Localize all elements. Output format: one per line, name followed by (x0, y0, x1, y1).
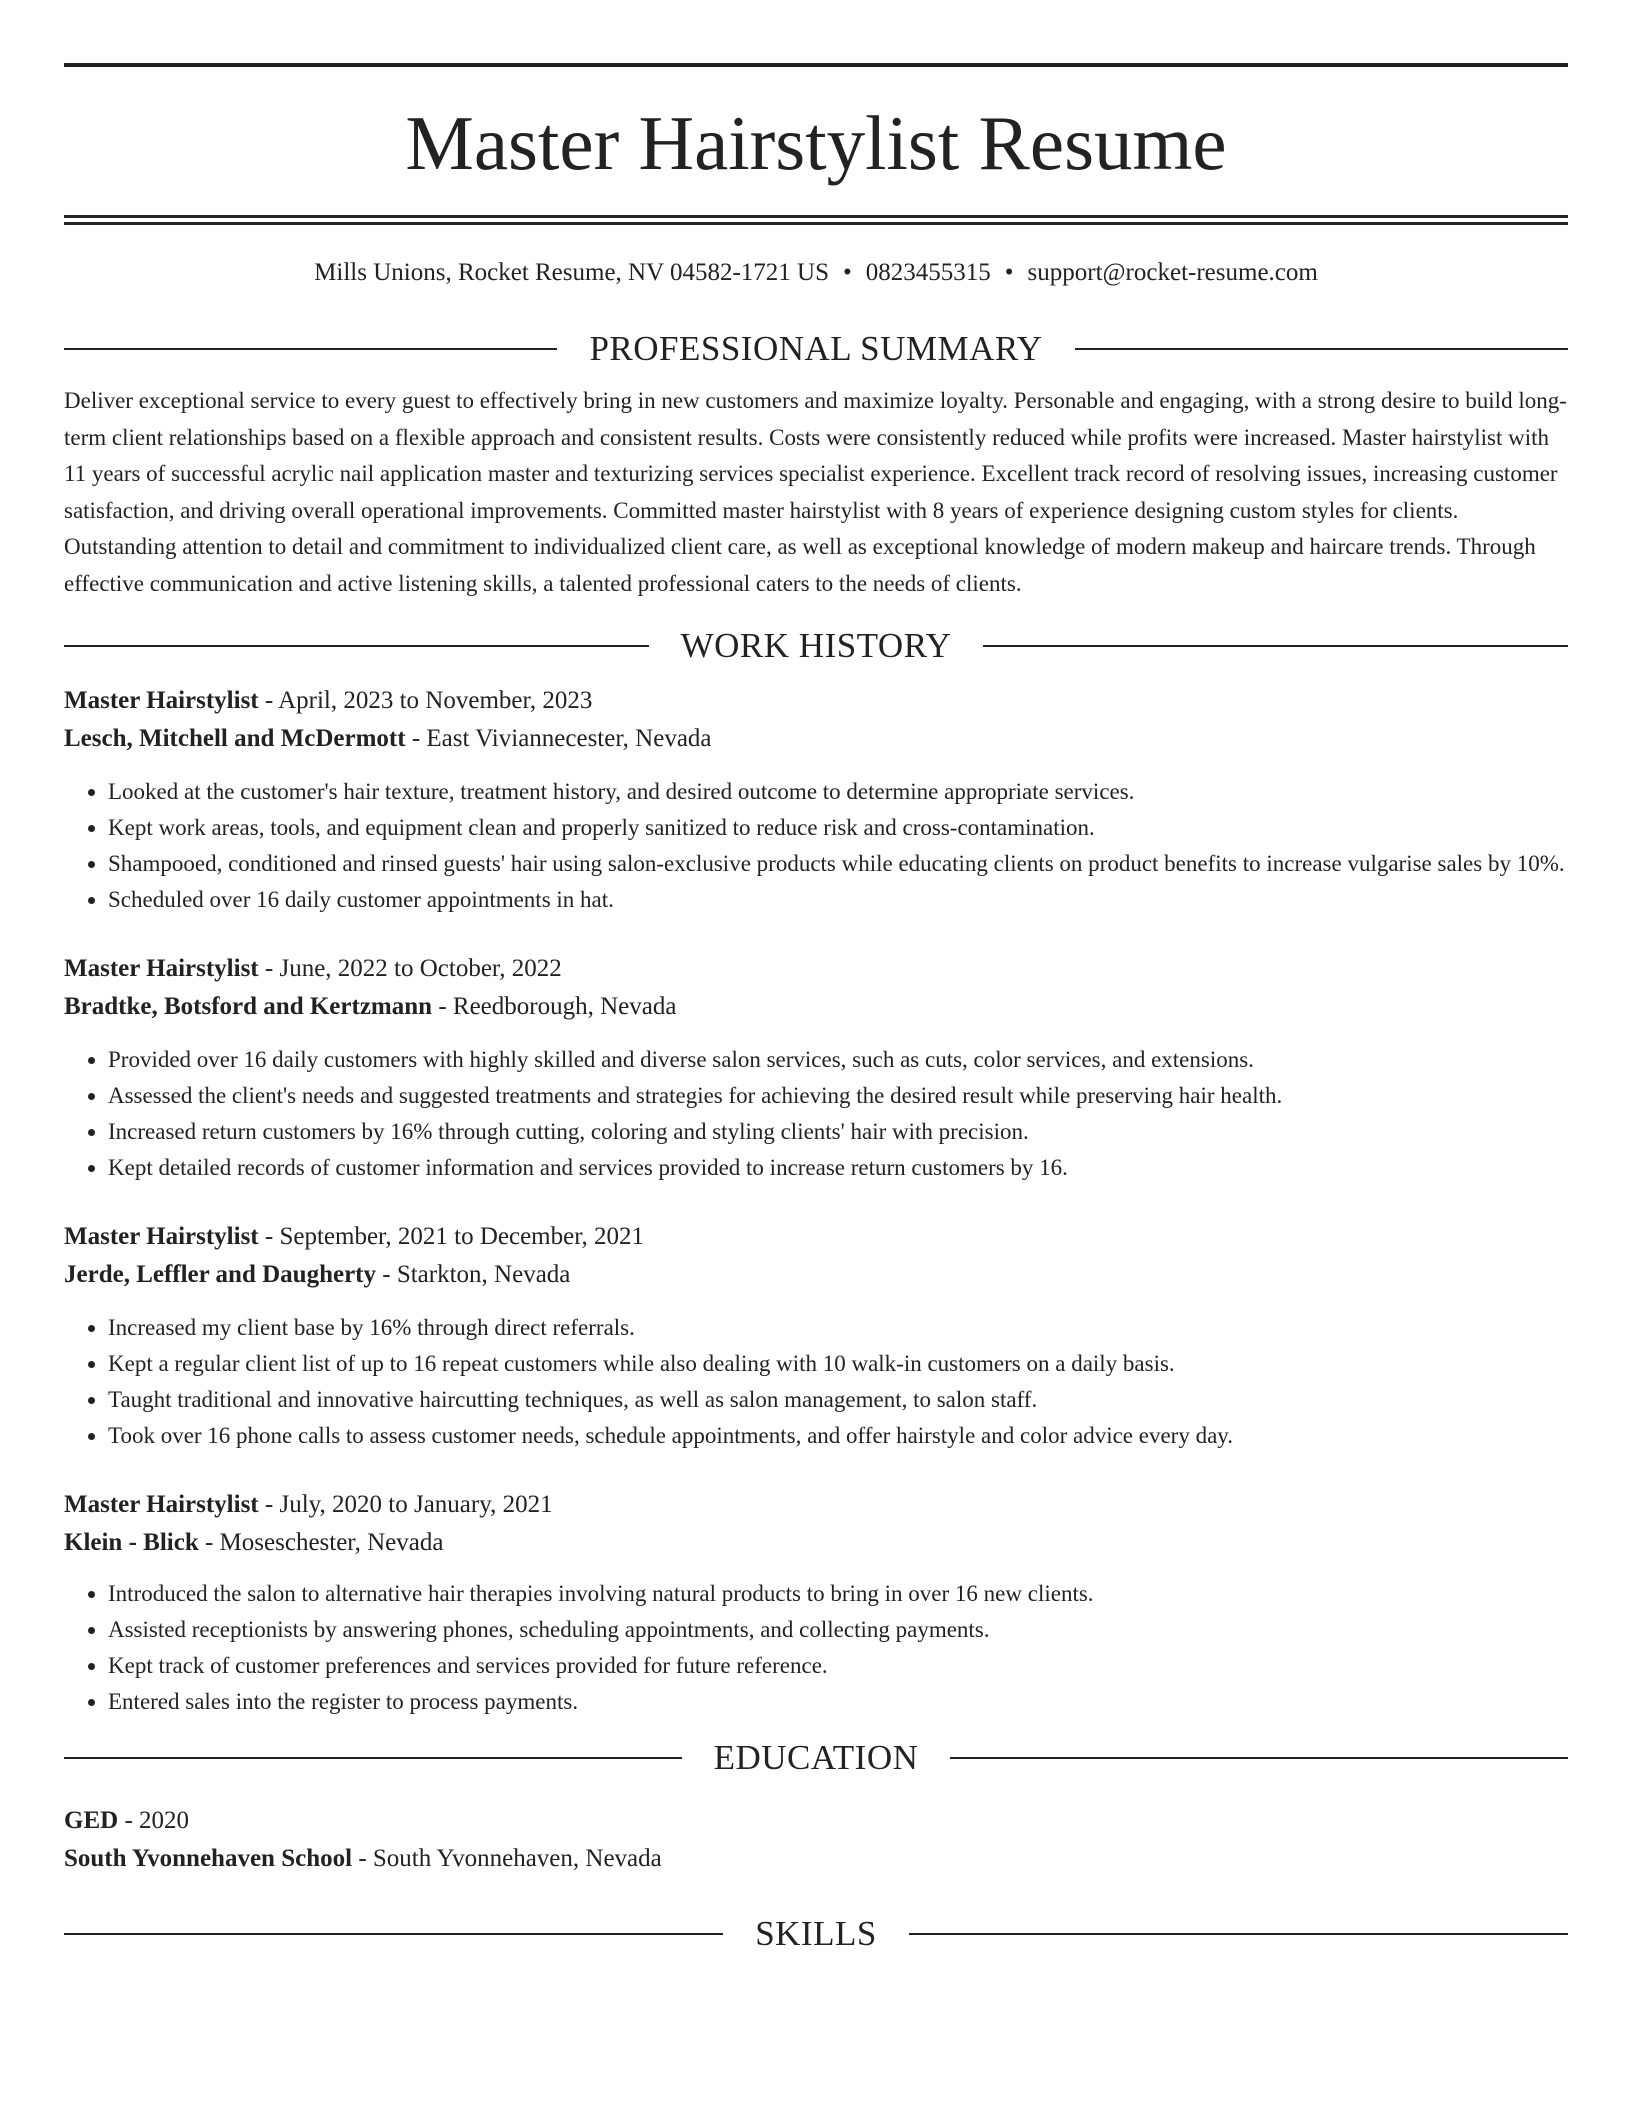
job-entry (64, 1218, 1568, 1454)
job-title: Master Hairstylist (64, 1223, 259, 1250)
job-bullets (64, 1310, 1568, 1454)
education-entry (64, 1802, 1568, 1878)
section-title: PROFESSIONAL SUMMARY (589, 329, 1043, 368)
resume-page (64, 0, 1568, 1954)
section-rule (64, 1933, 723, 1935)
job-bullet: • Kept a regular client list of up to 16 repeat customers while also dealing with 10 walk-in customers on a daily basis. (108, 1346, 1568, 1382)
job-bullets (64, 1042, 1568, 1186)
job-dates: - July, 2020 to January, 2021 (258, 1491, 553, 1518)
job-entry (64, 950, 1568, 1186)
education-location: - South Yvonnehaven, Nevada (352, 1845, 662, 1872)
job-company-line (64, 1524, 1568, 1562)
section-rule (64, 1757, 682, 1759)
job-title-line (64, 950, 1568, 988)
job-bullet: • Scheduled over 16 daily customer appointments in hat. (108, 882, 1568, 918)
job-bullet: • Taught traditional and innovative haircutting techniques, as well as salon management, to salon staff. (108, 1382, 1568, 1418)
job-location: - Moseschester, Nevada (198, 1529, 444, 1556)
job-company-line (64, 720, 1568, 758)
job-company: Jerde, Leffler and Daugherty (64, 1261, 376, 1288)
job-bullet: • Entered sales into the register to process payments. (108, 1684, 1568, 1720)
contact-line (64, 257, 1568, 289)
contact-email[interactable]: support@rocket-resume.com (1027, 259, 1318, 286)
job-company: Bradtke, Botsford and Kertzmann (64, 993, 433, 1020)
contact-separator: • (1004, 259, 1014, 286)
job-title: Master Hairstylist (64, 687, 259, 714)
job-bullet: • Introduced the salon to alternative hair therapies involving natural products to bring in over 16 new clients. (108, 1576, 1568, 1612)
section-rule (950, 1757, 1568, 1759)
title-double-rule (64, 215, 1568, 225)
section-header-summary (64, 329, 1568, 369)
section-header-education (64, 1738, 1568, 1778)
education-year: - 2020 (118, 1807, 190, 1834)
job-bullet: • Increased return customers by 16% through cutting, coloring and styling clients' hair with precision. (108, 1114, 1568, 1150)
contact-address: Mills Unions, Rocket Resume, NV 04582-1721 US (314, 259, 829, 286)
job-title-line (64, 1218, 1568, 1256)
page-title: Master Hairstylist Resume (405, 100, 1227, 186)
job-bullet: • Looked at the customer's hair texture, treatment history, and desired outcome to determine appropriate services. (108, 774, 1568, 810)
job-bullets (64, 1576, 1568, 1720)
section-title: EDUCATION (713, 1738, 919, 1777)
section-title: WORK HISTORY (680, 626, 952, 665)
job-company-line (64, 1256, 1568, 1294)
job-dates: - April, 2023 to November, 2023 (258, 687, 593, 714)
job-bullet: • Increased my client base by 16% through direct referrals. (108, 1310, 1568, 1346)
professional-summary: Deliver exceptional service to every guest to effectively bring in new customers and maximize loyalty. Personable and engaging, with a strong desire to build long-term client relationships based on a flexible approach and consistent results. Costs were consistently reduced while profits were increased. Master hairstylist with 11 years of successful acrylic nail application master and texturizing services specialist experience. Excellent track record of resolving issues, increasing customer satisfaction, and driving overall operational improvements. Committed master hairstylist with 8 years of experience designing custom styles for clients. Outstanding attention to detail and commitment to individualized client care, as well as exceptional knowledge of modern makeup and haircare trends. Through effective communication and active listening skills, a talented professional caters to the needs of clients. (64, 388, 1567, 596)
job-bullet: • Took over 16 phone calls to assess customer needs, schedule appointments, and offer hairstyle and color advice every day. (108, 1418, 1568, 1454)
section-rule (1075, 348, 1568, 350)
job-title-line (64, 682, 1568, 720)
education-school-line (64, 1840, 1568, 1878)
job-location: - East Viviannecester, Nevada (405, 725, 712, 752)
job-company: Klein - Blick (64, 1529, 199, 1556)
job-company: Lesch, Mitchell and McDermott (64, 725, 406, 752)
education-degree: GED (64, 1807, 119, 1834)
section-rule (909, 1933, 1568, 1935)
job-location: - Reedborough, Nevada (432, 993, 677, 1020)
job-title: Master Hairstylist (64, 1491, 259, 1518)
section-rule (64, 645, 649, 647)
job-bullet: • Assisted receptionists by answering phones, scheduling appointments, and collecting payments. (108, 1612, 1568, 1648)
section-rule (983, 645, 1568, 647)
job-bullet: • Kept detailed records of customer information and services provided to increase return customers by 16. (108, 1150, 1568, 1186)
education-degree-line (64, 1802, 1568, 1840)
section-title: SKILLS (755, 1914, 877, 1953)
job-dates: - September, 2021 to December, 2021 (258, 1223, 645, 1250)
job-dates: - June, 2022 to October, 2022 (258, 955, 562, 982)
education-school: South Yvonnehaven School (64, 1845, 353, 1872)
contact-separator: • (843, 259, 852, 286)
job-entry (64, 682, 1568, 918)
job-company-line (64, 988, 1568, 1026)
job-bullets (64, 774, 1568, 918)
section-rule (64, 348, 557, 350)
job-title: Master Hairstylist (64, 955, 259, 982)
job-title-line (64, 1486, 1568, 1524)
job-location: - Starkton, Nevada (376, 1261, 571, 1288)
job-bullet: • Shampooed, conditioned and rinsed guests' hair using salon-exclusive products while educating clients on product benefits to increase vulgarise sales by 10%. (108, 846, 1568, 882)
job-bullet: • Kept track of customer preferences and services provided for future reference. (108, 1648, 1568, 1684)
section-header-work (64, 626, 1568, 666)
job-entry (64, 1486, 1568, 1720)
job-bullet: • Kept work areas, tools, and equipment clean and properly sanitized to reduce risk and cross-contamination. (108, 810, 1568, 846)
job-bullet: • Provided over 16 daily customers with highly skilled and diverse salon services, such as cuts, color services, and extensions. (108, 1042, 1568, 1078)
job-bullet: • Assessed the client's needs and suggested treatments and strategies for achieving the desired result while preserving hair health. (108, 1078, 1568, 1114)
contact-phone: 0823455315 (865, 259, 991, 286)
section-header-skills (64, 1914, 1568, 1954)
